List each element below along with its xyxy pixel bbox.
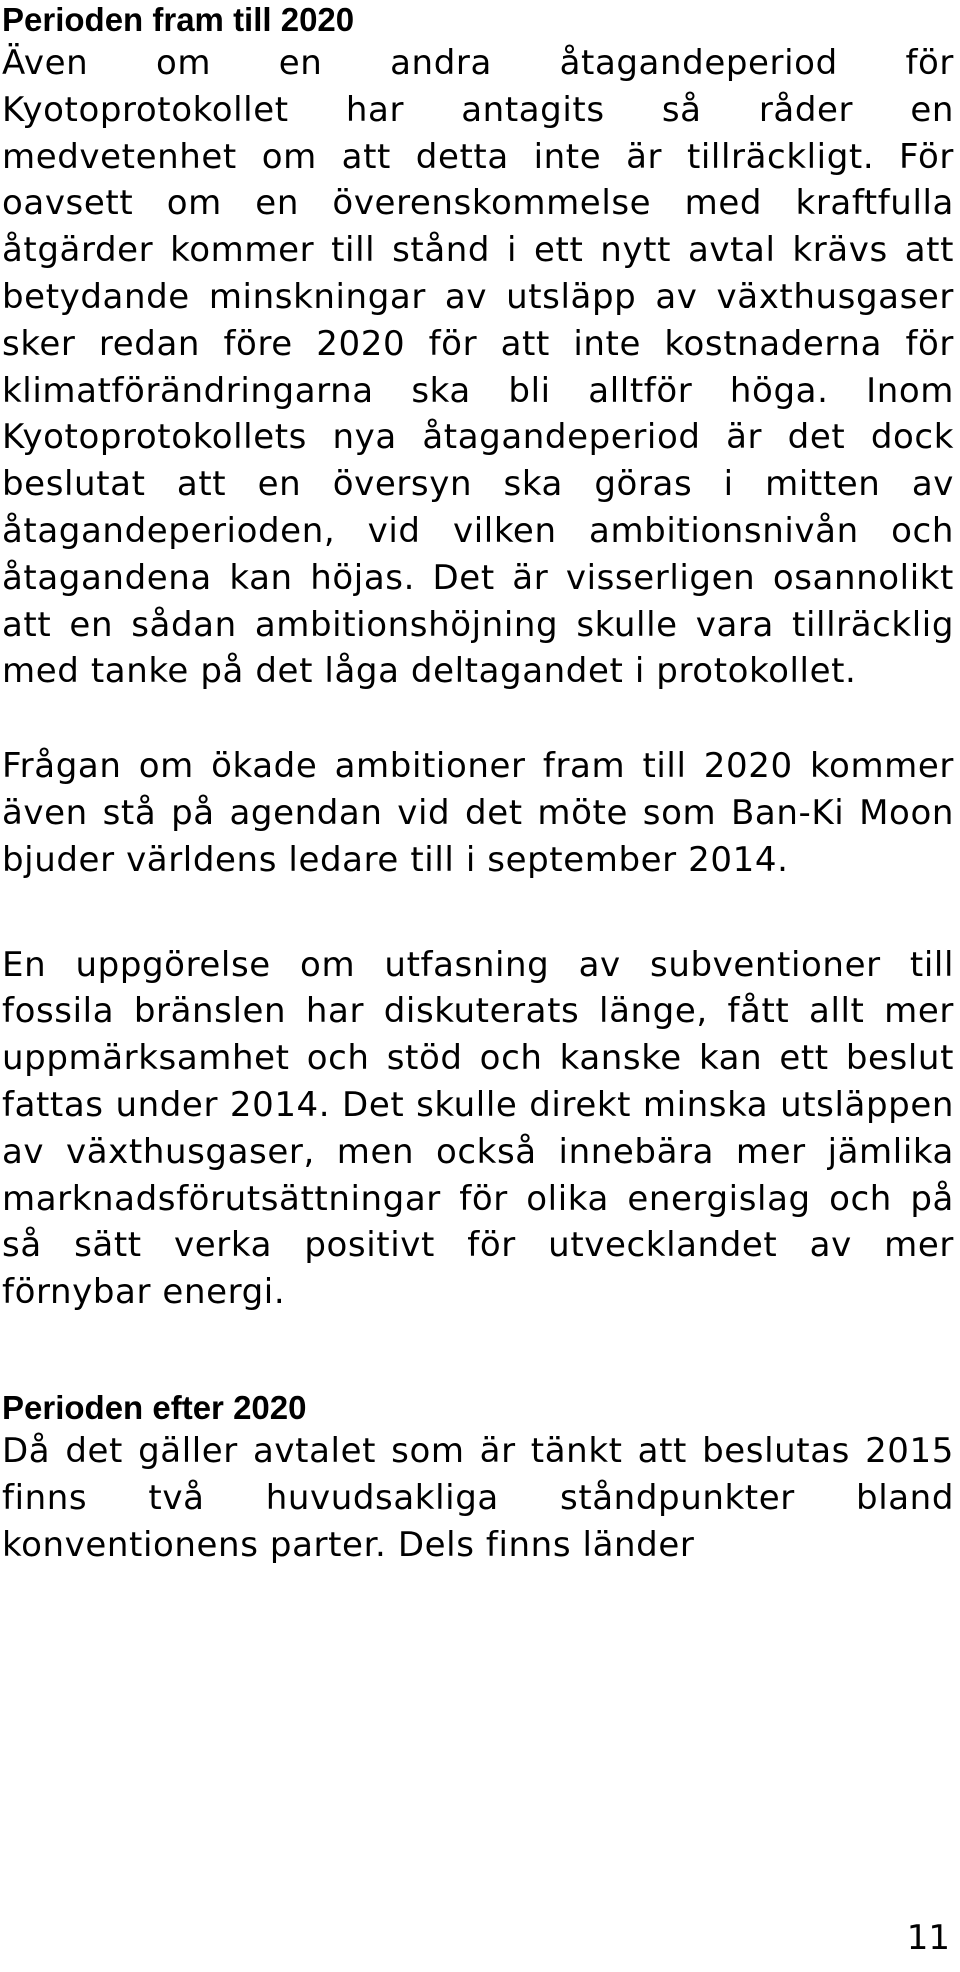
paragraph-fossil-subsidies: En uppgörelse om utfasning av subventioner till fossila bränslen har diskuterats länge, fått allt mer uppmärksamhet och stöd och kanske kan ett beslut fattas under 2014. Det skulle direkt minska utsläppen av växthusgaser, men också innebära mer jämlika marknadsförutsättningar för olika energislag och på så sätt verka positivt för utvecklandet av mer förnybar energi.: [2, 944, 954, 1313]
paragraph-ambitions-2020: Frågan om ökade ambitioner fram till 2020 kommer även stå på agendan vid det möte som Ban-Ki Moon bjuder världens ledare till i september 2014.: [2, 746, 954, 880]
section-heading-period-until-2020: Perioden fram till 2020: [2, 1, 355, 38]
paragraph-agreement-2015: Då det gäller avtalet som är tänkt att beslutas 2015 finns två huvudsakliga ståndpunkter bland konventionens parter. Dels finns länder: [2, 1430, 954, 1565]
paragraph-kyoto-commitment: Även om en andra åtagandeperiod för Kyotoprotokollet har antagits så råder en medvetenhet om att detta inte är tillräckligt. För oavsett om en överenskommelse med kraftfulla åtgärder kommer till stånd i ett nytt avtal krävs att betydande minskningar av utsläpp av växthusgaser sker redan före 2020 för att inte kostnaderna för klimatförändringarna ska bli alltför höga. Inom Kyotoprotokollets nya åtagandeperiod är det dock beslutat att en översyn ska göras i mitten av åtagandeperioden, vid vilken ambitionsnivån och åtagandena kan höjas. Det är visserligen osannolikt att en sådan ambitionshöjning skulle vara tillräcklig med tanke på det låga deltagandet i protokollet.: [2, 43, 954, 692]
paragraph-spacer: [2, 884, 954, 942]
section-spacer: [2, 1316, 954, 1388]
paragraph-spacer: [2, 695, 954, 743]
page-number: 11: [906, 1918, 950, 1958]
document-page: [2, 0, 954, 1568]
section-heading-period-after-2020: Perioden efter 2020: [2, 1388, 307, 1426]
